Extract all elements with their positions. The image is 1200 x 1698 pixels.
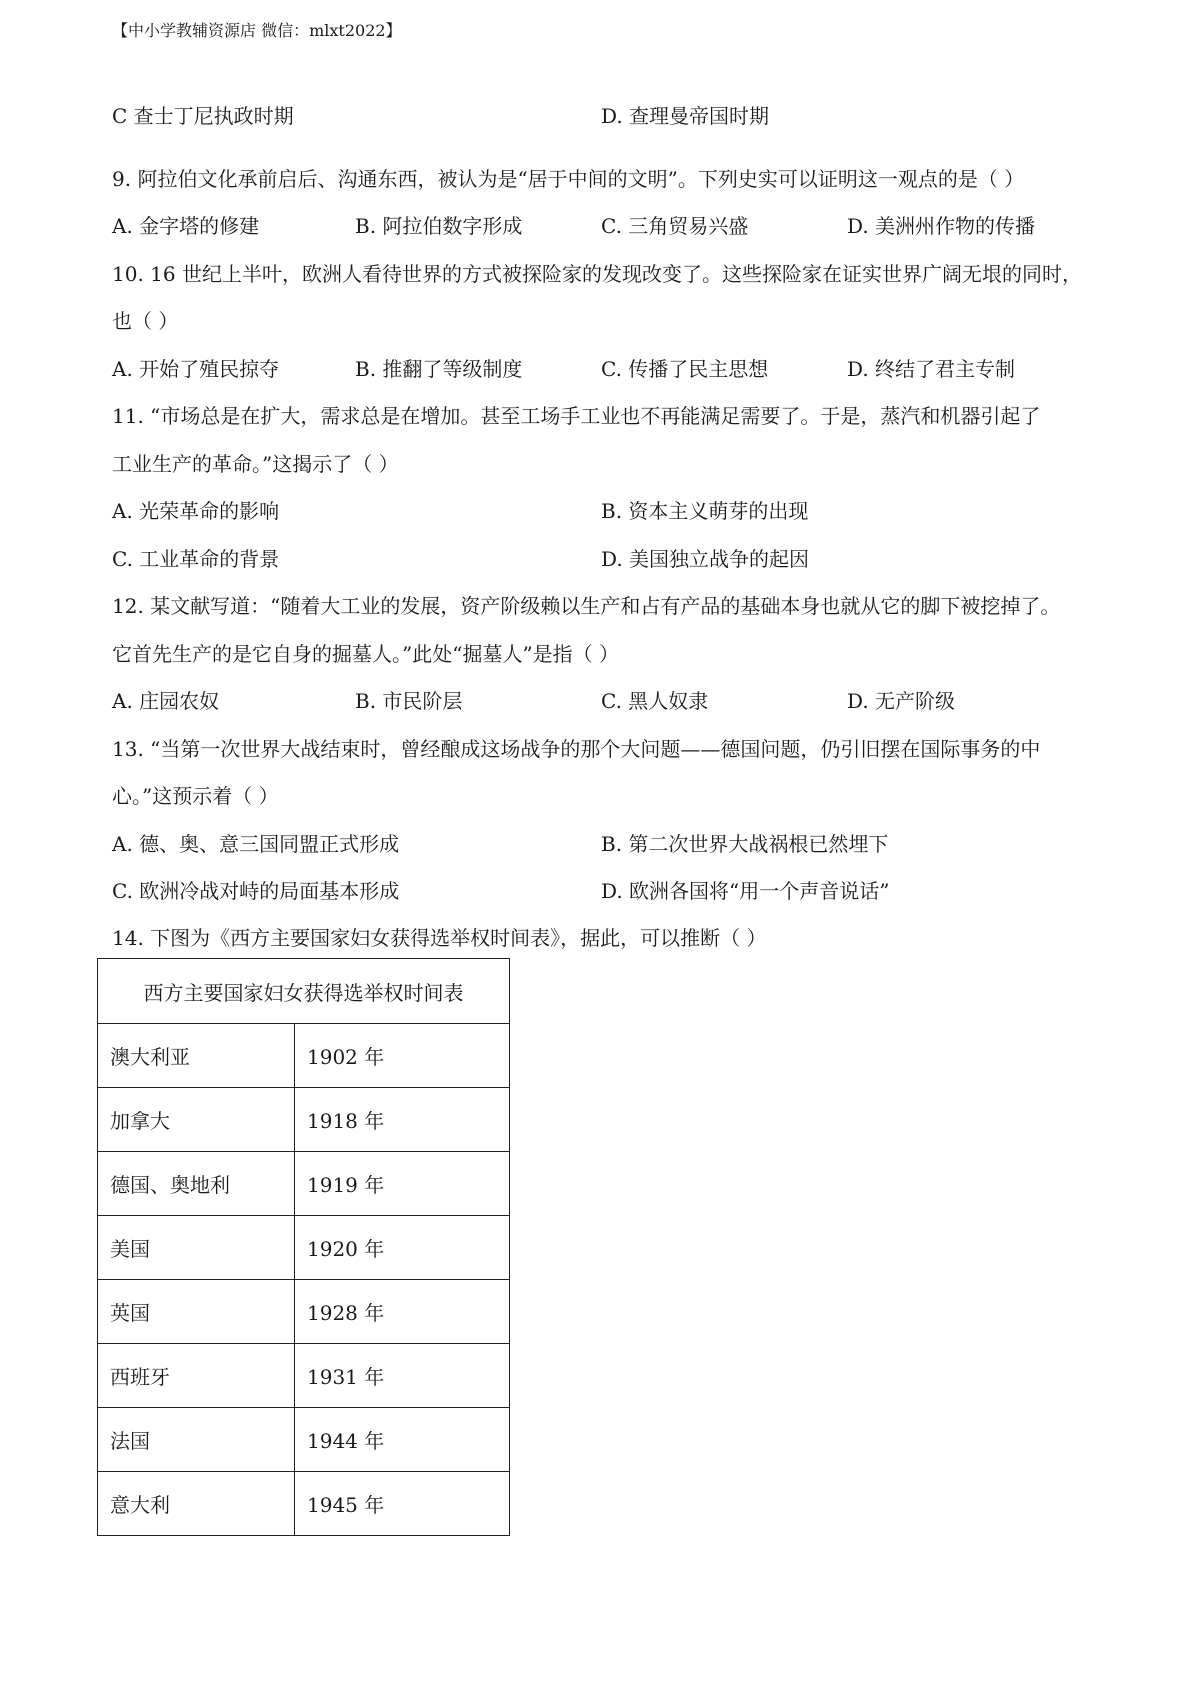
q10-stem-line1: 10. 16 世纪上半叶，欧洲人看待世界的方式被探险家的发现改变了。这些探险家在证实世界广阔无垠的同时，: [112, 262, 1082, 286]
q9-option-a: A. 金字塔的修建: [112, 214, 260, 238]
year-cell: 1902 年: [295, 1024, 510, 1088]
q8-option-d: D. 查理曼帝国时期: [601, 104, 770, 128]
country-cell: 法国: [98, 1408, 295, 1472]
table-title: 西方主要国家妇女获得选举权时间表: [98, 959, 510, 1024]
q12-stem-line1: 12. 某文献写道：“随着大工业的发展，资产阶级赖以生产和占有产品的基础本身也就从它的脚下被挖掉了。: [112, 594, 1061, 618]
year-cell: 1931 年: [295, 1344, 510, 1408]
q13-option-a: A. 德、奥、意三国同盟正式形成: [112, 832, 400, 856]
country-cell: 英国: [98, 1280, 295, 1344]
country-cell: 美国: [98, 1216, 295, 1280]
year-cell: 1918 年: [295, 1088, 510, 1152]
q9-stem: 9. 阿拉伯文化承前启后、沟通东西，被认为是“居于中间的文明”。下列史实可以证明这一观点的是（ ）: [112, 167, 1025, 191]
q10-option-b: B. 推翻了等级制度: [355, 357, 523, 381]
q13-stem-line2: 心。”这预示着（ ）: [112, 784, 279, 808]
q10-stem-line2: 也（ ）: [112, 309, 179, 333]
table-row: [98, 1152, 510, 1216]
year-cell: 1944 年: [295, 1408, 510, 1472]
q12-option-a: A. 庄园农奴: [112, 689, 220, 713]
q13-stem-line1: 13. “当第一次世界大战结束时，曾经酿成这场战争的那个大问题——德国问题，仍引旧摆在国际事务的中: [112, 737, 1041, 761]
q10-option-a: A. 开始了殖民掠夺: [112, 357, 280, 381]
year-cell: 1928 年: [295, 1280, 510, 1344]
q11-option-a: A. 光荣革命的影响: [112, 499, 280, 523]
q11-stem-line1: 11. “市场总是在扩大，需求总是在增加。甚至工场手工业也不再能满足需要了。于是，蒸汽和机器引起了: [112, 404, 1041, 428]
country-cell: 意大利: [98, 1472, 295, 1536]
page-header: 【中小学教辅资源店 微信：mlxt2022】: [112, 21, 402, 40]
q10-option-d: D. 终结了君主专制: [847, 357, 1016, 381]
q13-option-d: D. 欧洲各国将“用一个声音说话”: [601, 879, 890, 903]
q14-stem: 14. 下图为《西方主要国家妇女获得选举权时间表》，据此，可以推断（ ）: [112, 926, 767, 950]
table-row: [98, 1216, 510, 1280]
table-row: [98, 1344, 510, 1408]
country-cell: 德国、奥地利: [98, 1152, 295, 1216]
q11-option-b: B. 资本主义萌芽的出现: [601, 499, 809, 523]
q11-option-d: D. 美国独立战争的起因: [601, 547, 810, 571]
q12-option-d: D. 无产阶级: [847, 689, 956, 713]
year-cell: 1945 年: [295, 1472, 510, 1536]
suffrage-table: [97, 958, 510, 1536]
q8-option-c: C 查士丁尼执政时期: [112, 104, 294, 128]
q12-option-c: C. 黑人奴隶: [601, 689, 709, 713]
table-row: [98, 1024, 510, 1088]
q12-option-b: B. 市民阶层: [355, 689, 463, 713]
q13-option-c: C. 欧洲冷战对峙的局面基本形成: [112, 879, 400, 903]
q11-option-c: C. 工业革命的背景: [112, 547, 280, 571]
q9-option-d: D. 美洲州作物的传播: [847, 214, 1036, 238]
year-cell: 1920 年: [295, 1216, 510, 1280]
q9-option-c: C. 三角贸易兴盛: [601, 214, 749, 238]
q11-stem-line2: 工业生产的革命。”这揭示了（ ）: [112, 452, 399, 476]
q12-stem-line2: 它首先生产的是它自身的掘墓人。”此处“掘墓人”是指（ ）: [112, 642, 620, 666]
q9-option-b: B. 阿拉伯数字形成: [355, 214, 523, 238]
country-cell: 西班牙: [98, 1344, 295, 1408]
country-cell: 澳大利亚: [98, 1024, 295, 1088]
table-row: [98, 1472, 510, 1536]
table-row: [98, 1088, 510, 1152]
table-row: [98, 1408, 510, 1472]
country-cell: 加拿大: [98, 1088, 295, 1152]
q10-option-c: C. 传播了民主思想: [601, 357, 769, 381]
q13-option-b: B. 第二次世界大战祸根已然埋下: [601, 832, 889, 856]
table-row: [98, 1280, 510, 1344]
year-cell: 1919 年: [295, 1152, 510, 1216]
